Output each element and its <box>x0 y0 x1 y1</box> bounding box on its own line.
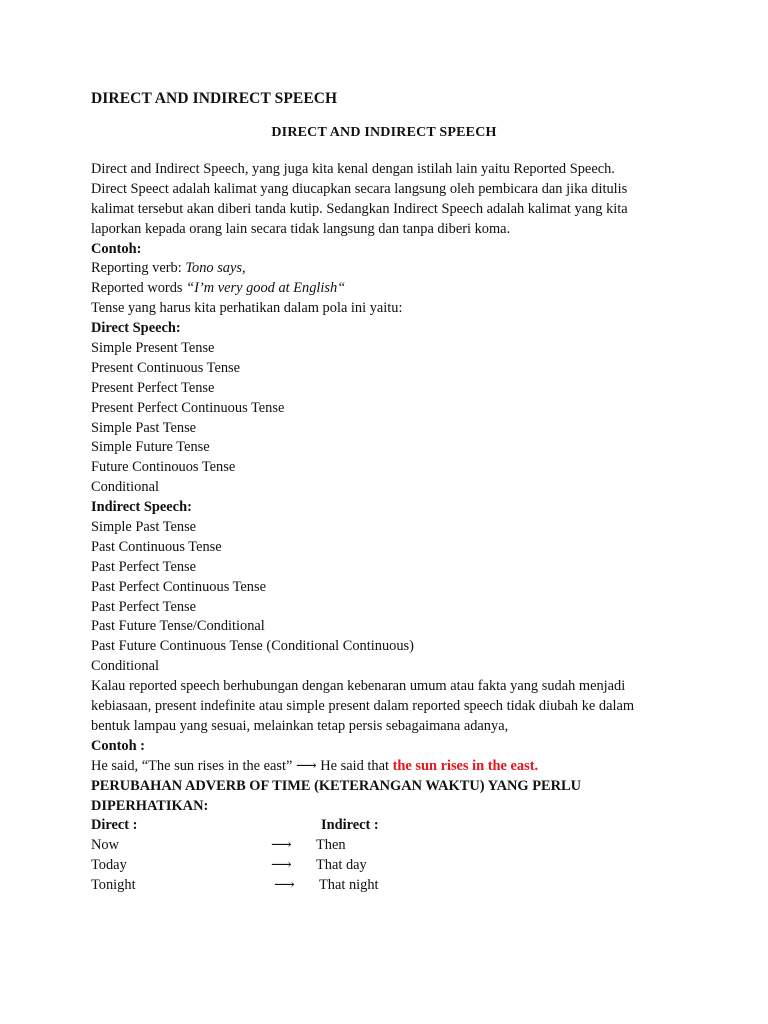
indirect-tense-item: Past Future Continuous Tense (Conditional Continuous) <box>91 638 414 655</box>
example-highlight: the sun rises in the east. <box>392 757 539 774</box>
adverb-row <box>91 876 691 896</box>
indirect-tense-item: Conditional <box>91 658 159 675</box>
reported-words-value: “I’m very good at English“ <box>186 280 346 297</box>
intro-line: kalimat tersebut akan diberi tanda kutip. Sedangkan Indirect Speech adalah kalimat yang kita <box>91 200 628 217</box>
contoh2-label: Contoh : <box>91 737 145 754</box>
adverb-table-header <box>91 816 691 836</box>
adverb-direct: Now <box>91 837 119 854</box>
direct-tense-item: Present Continuous Tense <box>91 359 241 376</box>
adverb-row <box>91 836 691 856</box>
intro-line: Direct and Indirect Speech, yang juga kita kenal dengan istilah lain yaitu Reported Speech. <box>91 161 615 177</box>
indirect-tense-item: Past Perfect Tense <box>91 598 197 615</box>
direct-tense-item: Present Perfect Continuous Tense <box>91 399 285 416</box>
direct-tense-item: Future Continouos Tense <box>91 459 236 476</box>
adverb-indirect: That day <box>316 857 367 874</box>
reporting-verb-suffix: , <box>241 260 246 277</box>
direct-tense-item: Simple Past Tense <box>91 419 197 436</box>
adverb-heading-line: DIPERHATIKAN: <box>91 797 209 814</box>
direct-tense-item: Simple Present Tense <box>91 340 215 357</box>
arrow-icon: ⟶ <box>271 857 292 874</box>
rule-line: kebiasaan, present indefinite atau simple present dalam reported speech tidak diubah ke dalam <box>91 698 635 715</box>
reported-words-label: Reported words <box>91 280 187 297</box>
arrow-icon: ⟶ <box>271 837 292 854</box>
intro-line: Direct Speect adalah kalimat yang diucapkan secara langsung oleh pembicara dan jika ditulis <box>91 180 628 197</box>
indirect-speech-label: Indirect Speech: <box>91 499 192 516</box>
adverb-direct: Tonight <box>91 877 136 894</box>
intro-line: laporkan kepada orang lain secara tidak langsung dan tanpa diberi koma. <box>91 220 511 237</box>
reporting-verb-label: Reporting verb: <box>91 260 186 277</box>
reporting-verb-line <box>91 259 691 279</box>
example-prefix: He said, “The sun rises in the east” ⟶ He said that <box>91 757 393 774</box>
adverb-direct: Today <box>91 857 127 874</box>
reported-words-line <box>91 279 691 299</box>
direct-tense-item: Present Perfect Tense <box>91 379 215 396</box>
arrow-icon: ⟶ <box>274 877 295 894</box>
tense-intro: Tense yang harus kita perhatikan dalam pola ini yaitu: <box>91 300 403 317</box>
indirect-tense-item: Past Perfect Continuous Tense <box>91 578 266 595</box>
indirect-tense-item: Past Future Tense/Conditional <box>91 618 265 635</box>
adverb-indirect: Then <box>316 837 346 854</box>
table-header-indirect: Indirect : <box>321 817 379 834</box>
reporting-verb-value: Tono says <box>185 260 242 277</box>
document-subtitle: DIRECT AND INDIRECT SPEECH <box>271 125 497 140</box>
contoh-label: Contoh: <box>91 240 142 257</box>
adverb-indirect: That night <box>319 877 379 894</box>
document-body <box>91 160 691 896</box>
direct-tense-item: Conditional <box>91 479 159 496</box>
indirect-tense-item: Past Perfect Tense <box>91 558 197 575</box>
indirect-tense-item: Simple Past Tense <box>91 519 197 536</box>
adverb-heading-line: PERUBAHAN ADVERB OF TIME (KETERANGAN WAKTU) YANG PERLU <box>91 777 581 794</box>
direct-speech-label: Direct Speech: <box>91 320 181 337</box>
rule-line: bentuk lampau yang sesuai, melainkan tetap persis sebagaimana adanya, <box>91 717 509 734</box>
indirect-tense-item: Past Continuous Tense <box>91 538 222 555</box>
document-title: DIRECT AND INDIRECT SPEECH <box>91 90 338 107</box>
example-line <box>91 757 691 777</box>
table-header-direct: Direct : <box>91 817 138 834</box>
adverb-row <box>91 856 691 876</box>
direct-tense-item: Simple Future Tense <box>91 439 210 456</box>
rule-line: Kalau reported speech berhubungan dengan kebenaran umum atau fakta yang sudah menjadi <box>91 678 626 695</box>
